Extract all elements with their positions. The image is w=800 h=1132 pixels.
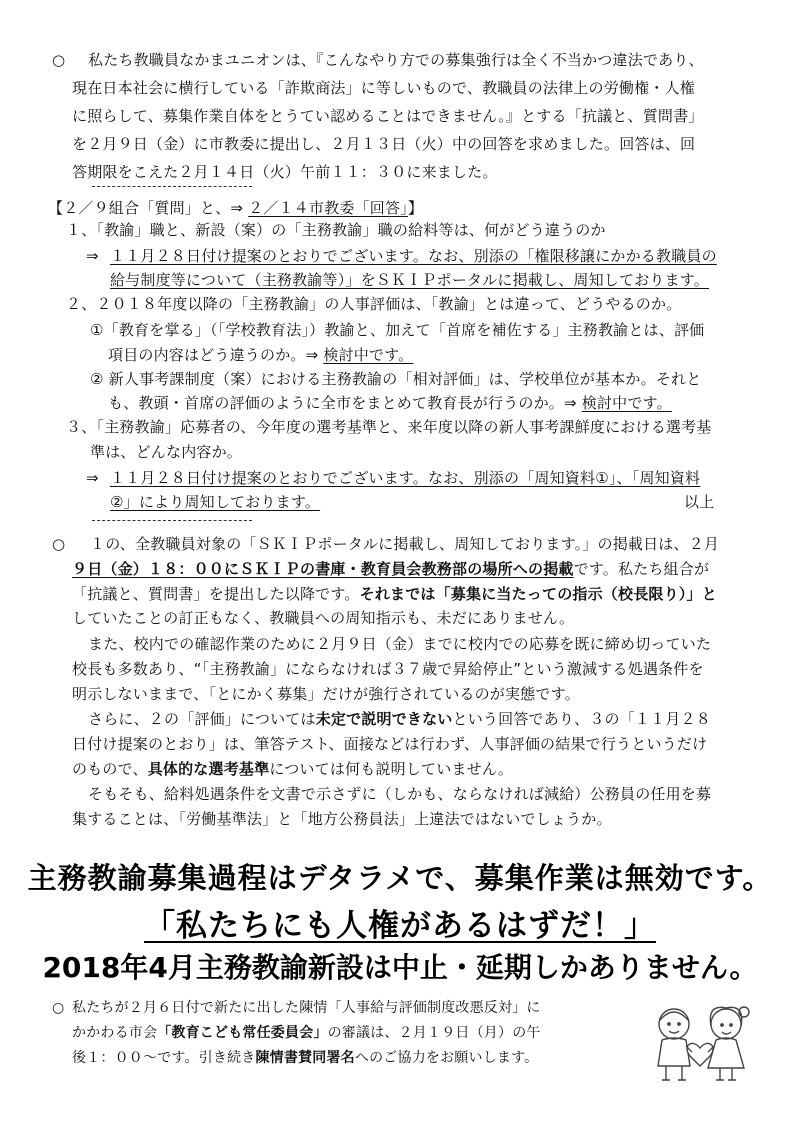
girl-dress	[708, 1038, 744, 1068]
question-3-line: ３、「主務教諭」応募者の、今年度の選考基準と、来年度以降の新人事考課鮮度における選考基	[66, 418, 712, 436]
children-heart-illustration	[640, 990, 760, 1090]
body-text: という回答であり、３の「１１月２８	[452, 710, 711, 728]
body-line	[72, 757, 513, 781]
qa-header-close: 】	[407, 199, 424, 217]
intro-bullet: ○	[52, 51, 66, 69]
answer-1-line: １１月２８日付け提案のとおりでございます。なお、別添の「権限移譲にかかる教職員の	[110, 247, 717, 265]
question-2: ２、２０１８年度以降の「主務教諭」の人事評価は、「教諭」とは違って、どうやるのか。	[66, 295, 682, 313]
body-text: 「抗議と、質問書」を提出した以降です。	[72, 585, 360, 603]
body-line: 日付け提案のとおり」は、筆答テスト、面接などは行わず、人事評価の結果で行うというだけ	[72, 735, 708, 753]
boy-head	[659, 1009, 689, 1039]
footer-line: 私たちが２月６日付で新たに出した陳情「人事給与評価制度改悪反対」に	[72, 1000, 541, 1016]
answer-1-line: 給与制度等について（主務教諭等）」をＳＫＩＰポータルに掲載し、周知しております。	[110, 271, 710, 289]
answer-3-line	[110, 490, 696, 514]
boy-body	[658, 1038, 690, 1066]
body-text: さらに、２の「評価」については	[88, 710, 316, 728]
body-line: また、校内での確認作業のために２月９日（金）までに校内での応募を既に締め切っていた	[88, 635, 712, 653]
intro-line: 私たち教職員なかまユニオンは、『こんなやり方での募集強行は全く不当かつ違法であり、	[88, 51, 704, 69]
intro-line: を２月９日（金）に市教委に提出し、２月１３日（火）中の回答を求めました。回答は、回	[72, 135, 696, 153]
footer-line	[72, 1046, 538, 1070]
answer-3-arrow: ⇒	[86, 469, 99, 487]
body-text: のもので、	[72, 760, 148, 778]
answer-1-arrow: ⇒	[86, 247, 99, 265]
divider-dashed	[92, 186, 252, 187]
divider-dashed	[92, 520, 252, 521]
headline-invalid: 主務教諭募集過程はデタラメで、募集作業は無効です。	[27, 861, 773, 895]
footer-text: 後１：００〜です。引き続き	[72, 1050, 256, 1066]
body-line	[72, 557, 709, 581]
question-2-2-text: も、教頭・首席の評価のように全市をまとめて教育長が行うのか。⇒	[108, 394, 582, 412]
footer-highlight: 陳情書賛同署名	[255, 1050, 355, 1066]
body-bullet: ○	[52, 535, 66, 553]
question-2-1-line: ①「教育を掌る」（「学校教育法」）教諭と、加えて「首席を補佐する」主務教諭とは、評価	[90, 321, 705, 339]
body-line	[72, 582, 717, 606]
body-line	[88, 707, 711, 731]
end-mark: 以上	[684, 493, 715, 511]
body-line: １の、全教職員対象の「ＳＫＩＰポータルに掲載し、周知しております。」の掲載日は、２月	[90, 535, 720, 553]
footer-highlight: 「教育こども常任委員会」	[157, 1025, 328, 1041]
question-2-2-line	[108, 391, 672, 415]
question-2-2-line: ② 新人事考課制度（案）における主務教諭の「相対評価」は、学校単位が基本か。それと	[90, 370, 702, 388]
body-text: については何も説明していません。	[269, 760, 514, 778]
headline-cancel: 2018年4月主務教諭新設は中止・延期しかありません。	[42, 951, 758, 984]
girl-hair	[710, 1007, 741, 1026]
body-highlight: 未定で説明できない	[315, 710, 453, 728]
headline-human-rights-text: 「私たちにも人権があるはずだ！」	[144, 908, 656, 944]
qa-header	[48, 196, 423, 220]
question-2-1-line	[108, 343, 413, 367]
question-3-line: 準は、どんな内容か。	[90, 443, 243, 461]
body-highlight: ９日（金）１８：００にＳＫＩＰの書庫・教育員会教務部の場所への掲載	[72, 560, 574, 578]
qa-header-question: 【２／９組合「質問」と、⇒	[48, 199, 249, 217]
body-text: です。私たち組合が	[573, 560, 710, 578]
question-2-1-text: 項目の内容はどう違うのか。⇒	[108, 346, 324, 364]
intro-line: に照らして、募集作業自体をとうてい認めることはできません。』とする「抗議と、質問書」	[72, 107, 704, 125]
answer-2-1: 検討中です。	[323, 346, 414, 364]
body-line: 集することは、「労働基準法」と「地方公務員法」上違法ではないでしょうか。	[72, 810, 612, 828]
body-line: 校長も多数あり、“「主務教諭」にならなければ３７歳で昇給停止”という激減する処遇条件を	[72, 660, 704, 678]
intro-line: 現在日本社会に横行している「詐欺商法」に等しいもので、教職員の法律上の労働権・人権	[72, 79, 695, 97]
footer-text: の審議は、２月１９日（月）の午	[327, 1025, 541, 1041]
footer-bullet: ○	[52, 1000, 65, 1016]
footer-text: かかわる市会	[72, 1025, 158, 1041]
answer-3-line: １１月２８日付け提案のとおりでございます。なお、別添の「周知資料①」、「周知資料	[110, 469, 701, 487]
headline-human-rights	[0, 900, 800, 945]
body-line: そもそも、給料処遇条件を文書で示さずに（しかも、ならなければ減給）公務員の任用を募	[88, 785, 712, 803]
body-line: 明示しないままで、「とにかく募集」だけが強行されているのが実態です。	[72, 685, 580, 703]
qa-header-answer: ２／１４市教委「回答」	[248, 199, 408, 217]
answer-2-2: 検討中です。	[581, 394, 672, 412]
footer-line	[72, 1021, 541, 1045]
footer-text: へのご協力をお願いします。	[354, 1050, 539, 1066]
body-highlight: それまでは「募集に当たっての指示（校長限り）」と	[359, 585, 717, 603]
answer-3-line-text: ②」により周知しております。	[110, 493, 321, 511]
intro-line: 答期限をこえた２月１４日（火）午前１１：３０に来ました。	[72, 163, 498, 181]
question-1: １、「教諭」職と、新設（案）の「主務教諭」職の給料等は、何がどう違うのか	[66, 221, 606, 239]
body-highlight: 具体的な選考基準	[147, 760, 270, 778]
body-line: していたことの訂正もなく、教職員への周知指示も、未だにありません。	[72, 609, 575, 627]
